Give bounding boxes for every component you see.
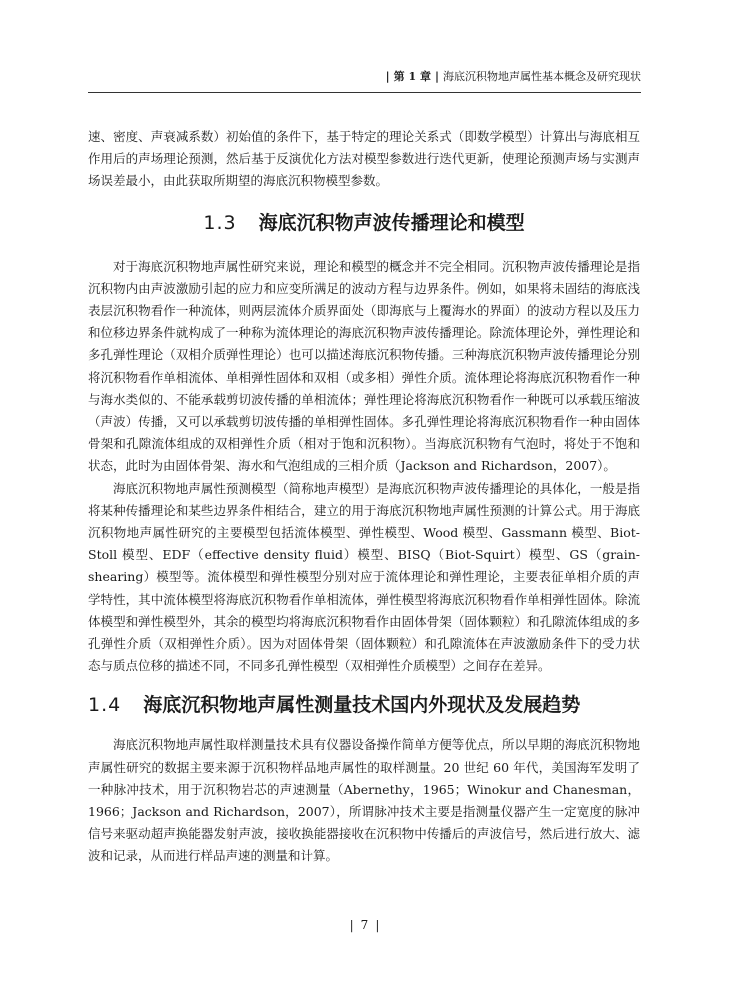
page-footer	[0, 918, 729, 932]
section-heading-1-3	[88, 211, 640, 235]
continued-paragraph: 速、密度、声衰减系数）初始值的条件下，基于特定的理论关系式（即数学模型）计算出与海底相互作用后的声场理论预测，然后基于反演优化方法对模型参数进行迭代更新，使理论预测声场与实测声场误差最小，由此获取所期望的海底沉积物模型参数。	[88, 129, 640, 189]
header-rule	[88, 92, 641, 93]
page-number: 7	[360, 918, 369, 932]
body-paragraph: 海底沉积物地声属性预测模型（简称地声模型）是海底沉积物声波传播理论的具体化，一般是指将某种传播理论和某些边界条件相结合，建立的用于海底沉积物地声属性预测的计算公式。用于海底沉积物地声属性研究的主要模型包括流体模型、弹性模型、Wood 模型、Gassmann 模型、Biot-Stoll 模型、EDF（effective density fluid）模型、BISQ（Biot-Squirt）模型、GS（grain-shearing）模型等。流体模型和弹性模型分别对应于流体理论和弹性理论，主要表征单相介质的声学特性，其中流体模型将海底沉积物看作单相流体，弹性模型将海底沉积物看作单相弹性固体。除流体模型和弹性模型外，其余的模型均将海底沉积物看作由固体骨架（固体颗粒）和孔隙流体组成的多孔弹性介质（双相弹性介质）。因为对固体骨架（固体颗粒）和孔隙流体在声波激励条件下的受力状态与质点位移的描述不同，不同多孔弹性模型（双相弹性介质模型）之间存在差异。	[88, 480, 640, 674]
section-title: 海底沉积物声波传播理论和模型	[258, 211, 525, 234]
header-separator: |	[385, 70, 390, 83]
header-separator: |	[434, 70, 439, 83]
footer-separator: |	[349, 918, 354, 932]
running-header	[386, 70, 641, 84]
chapter-label: 第 1 章	[393, 70, 431, 83]
footer-separator: |	[375, 918, 380, 932]
section-heading-1-4	[88, 693, 640, 717]
section-title: 海底沉积物地声属性测量技术国内外现状及发展趋势	[143, 694, 581, 717]
page-body	[88, 126, 640, 868]
body-paragraph: 对于海底沉积物地声属性研究来说，理论和模型的概念并不完全相同。沉积物声波传播理论是指沉积物内由声波激励引起的应力和应变所满足的波动方程与边界条件。例如，如果将未固结的海底浅表层沉积物看作一种流体，则两层流体介质界面处（即海底与上覆海水的界面）的波动方程以及压力和位移边界条件就构成了一种称为流体理论的海底沉积物声波传播理论。除流体理论外，弹性理论和多孔弹性理论（双相介质弹性理论）也可以描述海底沉积物传播。三种海底沉积物声波传播理论分别将沉积物看作单相流体、单相弹性固体和双相（或多相）弹性介质。流体理论将海底沉积物看作一种与海水类似的、不能承载剪切波传播的单相流体；弹性理论将海底沉积物看作一种既可以承载压缩波（声波）传播，又可以承载剪切波传播的单相弹性固体。多孔弹性理论将海底沉积物看作一种由固体骨架和孔隙流体组成的双相弹性介质（相对于饱和沉积物）。当海底沉积物有气泡时，将处于不饱和状态，此时为由固体骨架、海水和气泡组成的三相介质（Jackson and Richardson，2007）。	[88, 258, 640, 474]
chapter-title: 海底沉积物地声属性基本概念及研究现状	[443, 70, 641, 83]
section-number: 1.4	[88, 694, 122, 717]
body-paragraph: 海底沉积物地声属性取样测量技术具有仪器设备操作简单方便等优点，所以早期的海底沉积物地声属性研究的数据主要来源于沉积物样品地声属性的取样测量。20 世纪 60 年代，美国海军发明了一种脉冲技术，用于沉积物岩芯的声速测量（Abernethy，1965；Winokur and Chanesman，1966；Jackson and Richardson，2007），所谓脉冲技术主要是指测量仪器产生一定宽度的脉冲信号来驱动超声换能器发射声波，接收换能器接收在沉积物中传播后的声波信号，然后进行放大、滤波和记录，从而进行样品声速的测量和计算。	[88, 737, 640, 864]
section-number: 1.3	[203, 211, 237, 234]
